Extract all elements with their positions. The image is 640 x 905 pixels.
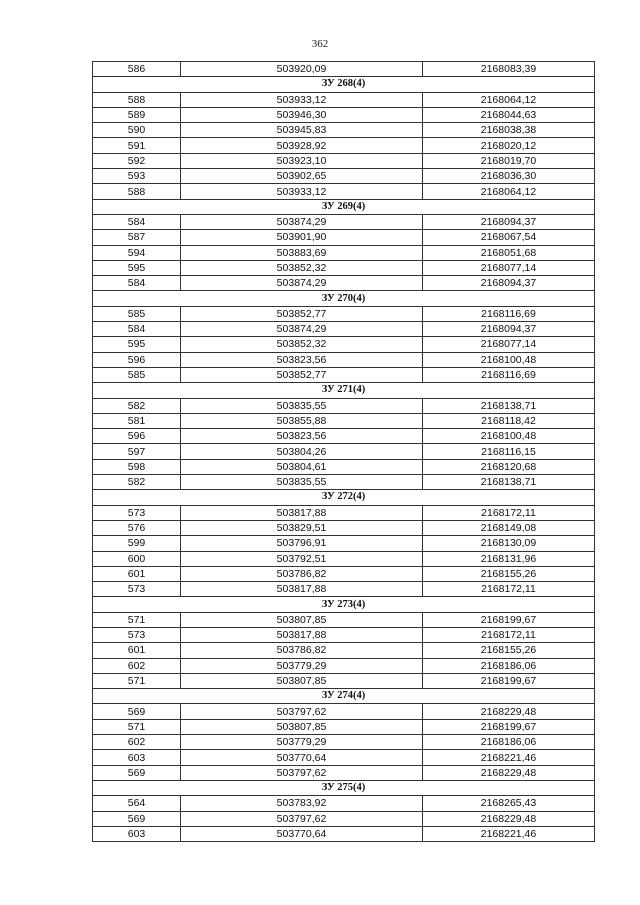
x-coordinate-cell: 503945,83 bbox=[181, 123, 423, 138]
x-coordinate-cell: 503807,85 bbox=[181, 612, 423, 627]
x-coordinate-cell: 503817,88 bbox=[181, 505, 423, 520]
page-number: 362 bbox=[311, 38, 329, 50]
y-coordinate-cell: 2168155,26 bbox=[423, 566, 595, 581]
point-number-cell: 594 bbox=[93, 245, 181, 260]
x-coordinate-cell: 503874,29 bbox=[181, 276, 423, 291]
table-row bbox=[93, 276, 595, 291]
y-coordinate-cell: 2168083,39 bbox=[423, 62, 595, 77]
point-number-cell: 573 bbox=[93, 627, 181, 642]
x-coordinate-cell: 503779,29 bbox=[181, 735, 423, 750]
table-row bbox=[93, 245, 595, 260]
y-coordinate-cell: 2168118,42 bbox=[423, 413, 595, 428]
y-coordinate-cell: 2168019,70 bbox=[423, 153, 595, 168]
x-coordinate-cell: 503786,82 bbox=[181, 566, 423, 581]
point-number-cell: 593 bbox=[93, 169, 181, 184]
table-row bbox=[93, 413, 595, 428]
table-row bbox=[93, 230, 595, 245]
table-row bbox=[93, 612, 595, 627]
y-coordinate-cell: 2168138,71 bbox=[423, 475, 595, 490]
x-coordinate-cell: 503823,56 bbox=[181, 352, 423, 367]
point-number-cell: 595 bbox=[93, 260, 181, 275]
y-coordinate-cell: 2168100,48 bbox=[423, 429, 595, 444]
point-number-cell: 564 bbox=[93, 796, 181, 811]
x-coordinate-cell: 503902,65 bbox=[181, 169, 423, 184]
x-coordinate-cell: 503797,62 bbox=[181, 704, 423, 719]
point-number-cell: 571 bbox=[93, 719, 181, 734]
y-coordinate-cell: 2168130,09 bbox=[423, 536, 595, 551]
point-number-cell: 582 bbox=[93, 398, 181, 413]
point-number-cell: 582 bbox=[93, 475, 181, 490]
table-row bbox=[93, 673, 595, 688]
x-coordinate-cell: 503797,62 bbox=[181, 765, 423, 780]
point-number-cell: 601 bbox=[93, 566, 181, 581]
table-row bbox=[93, 62, 595, 77]
table-row bbox=[93, 306, 595, 321]
y-coordinate-cell: 2168265,43 bbox=[423, 796, 595, 811]
parcel-title: ЗУ 272(4) bbox=[93, 490, 595, 505]
y-coordinate-cell: 2168116,15 bbox=[423, 444, 595, 459]
y-coordinate-cell: 2168064,12 bbox=[423, 184, 595, 199]
point-number-cell: 588 bbox=[93, 184, 181, 199]
x-coordinate-cell: 503883,69 bbox=[181, 245, 423, 260]
table-row bbox=[93, 826, 595, 841]
table-row bbox=[93, 750, 595, 765]
x-coordinate-cell: 503852,77 bbox=[181, 306, 423, 321]
x-coordinate-cell: 503796,91 bbox=[181, 536, 423, 551]
parcel-title: ЗУ 275(4) bbox=[93, 780, 595, 795]
point-number-cell: 586 bbox=[93, 62, 181, 77]
coordinates-table-body bbox=[93, 62, 595, 842]
x-coordinate-cell: 503923,10 bbox=[181, 153, 423, 168]
y-coordinate-cell: 2168221,46 bbox=[423, 826, 595, 841]
point-number-cell: 591 bbox=[93, 138, 181, 153]
parcel-header-row bbox=[93, 199, 595, 214]
table-row bbox=[93, 169, 595, 184]
table-row bbox=[93, 184, 595, 199]
coordinates-table bbox=[92, 61, 595, 842]
x-coordinate-cell: 503920,09 bbox=[181, 62, 423, 77]
point-number-cell: 581 bbox=[93, 413, 181, 428]
point-number-cell: 584 bbox=[93, 276, 181, 291]
y-coordinate-cell: 2168199,67 bbox=[423, 612, 595, 627]
y-coordinate-cell: 2168172,11 bbox=[423, 582, 595, 597]
point-number-cell: 569 bbox=[93, 811, 181, 826]
x-coordinate-cell: 503817,88 bbox=[181, 582, 423, 597]
y-coordinate-cell: 2168094,37 bbox=[423, 276, 595, 291]
parcel-title: ЗУ 269(4) bbox=[93, 199, 595, 214]
point-number-cell: 598 bbox=[93, 459, 181, 474]
table-row bbox=[93, 536, 595, 551]
y-coordinate-cell: 2168186,06 bbox=[423, 735, 595, 750]
table-row bbox=[93, 260, 595, 275]
table-row bbox=[93, 582, 595, 597]
x-coordinate-cell: 503835,55 bbox=[181, 475, 423, 490]
y-coordinate-cell: 2168131,96 bbox=[423, 551, 595, 566]
table-row bbox=[93, 214, 595, 229]
table-row bbox=[93, 627, 595, 642]
point-number-cell: 585 bbox=[93, 367, 181, 382]
y-coordinate-cell: 2168172,11 bbox=[423, 627, 595, 642]
parcel-header-row bbox=[93, 291, 595, 306]
x-coordinate-cell: 503933,12 bbox=[181, 92, 423, 107]
table-row bbox=[93, 352, 595, 367]
point-number-cell: 590 bbox=[93, 123, 181, 138]
parcel-title: ЗУ 274(4) bbox=[93, 689, 595, 704]
point-number-cell: 602 bbox=[93, 735, 181, 750]
point-number-cell: 569 bbox=[93, 765, 181, 780]
point-number-cell: 569 bbox=[93, 704, 181, 719]
x-coordinate-cell: 503807,85 bbox=[181, 673, 423, 688]
point-number-cell: 603 bbox=[93, 750, 181, 765]
y-coordinate-cell: 2168116,69 bbox=[423, 306, 595, 321]
parcel-header-row bbox=[93, 597, 595, 612]
x-coordinate-cell: 503852,32 bbox=[181, 337, 423, 352]
y-coordinate-cell: 2168064,12 bbox=[423, 92, 595, 107]
y-coordinate-cell: 2168149,08 bbox=[423, 520, 595, 535]
y-coordinate-cell: 2168221,46 bbox=[423, 750, 595, 765]
point-number-cell: 584 bbox=[93, 322, 181, 337]
table-row bbox=[93, 459, 595, 474]
x-coordinate-cell: 503770,64 bbox=[181, 826, 423, 841]
y-coordinate-cell: 2168172,11 bbox=[423, 505, 595, 520]
table-row bbox=[93, 719, 595, 734]
table-row bbox=[93, 153, 595, 168]
y-coordinate-cell: 2168116,69 bbox=[423, 367, 595, 382]
y-coordinate-cell: 2168067,54 bbox=[423, 230, 595, 245]
y-coordinate-cell: 2168038,38 bbox=[423, 123, 595, 138]
table-row bbox=[93, 765, 595, 780]
table-row bbox=[93, 429, 595, 444]
y-coordinate-cell: 2168120,68 bbox=[423, 459, 595, 474]
point-number-cell: 571 bbox=[93, 612, 181, 627]
parcel-header-row bbox=[93, 780, 595, 795]
parcel-title: ЗУ 270(4) bbox=[93, 291, 595, 306]
point-number-cell: 576 bbox=[93, 520, 181, 535]
x-coordinate-cell: 503874,29 bbox=[181, 214, 423, 229]
y-coordinate-cell: 2168044,63 bbox=[423, 107, 595, 122]
point-number-cell: 603 bbox=[93, 826, 181, 841]
table-row bbox=[93, 398, 595, 413]
y-coordinate-cell: 2168051,68 bbox=[423, 245, 595, 260]
y-coordinate-cell: 2168229,48 bbox=[423, 811, 595, 826]
x-coordinate-cell: 503928,92 bbox=[181, 138, 423, 153]
table-row bbox=[93, 92, 595, 107]
x-coordinate-cell: 503855,88 bbox=[181, 413, 423, 428]
point-number-cell: 585 bbox=[93, 306, 181, 321]
point-number-cell: 571 bbox=[93, 673, 181, 688]
x-coordinate-cell: 503835,55 bbox=[181, 398, 423, 413]
table-row bbox=[93, 704, 595, 719]
point-number-cell: 602 bbox=[93, 658, 181, 673]
parcel-title: ЗУ 273(4) bbox=[93, 597, 595, 612]
y-coordinate-cell: 2168100,48 bbox=[423, 352, 595, 367]
parcel-title: ЗУ 271(4) bbox=[93, 383, 595, 398]
point-number-cell: 588 bbox=[93, 92, 181, 107]
table-row bbox=[93, 735, 595, 750]
table-row bbox=[93, 107, 595, 122]
x-coordinate-cell: 503770,64 bbox=[181, 750, 423, 765]
table-row bbox=[93, 520, 595, 535]
table-row bbox=[93, 796, 595, 811]
x-coordinate-cell: 503783,92 bbox=[181, 796, 423, 811]
point-number-cell: 573 bbox=[93, 505, 181, 520]
table-row bbox=[93, 566, 595, 581]
y-coordinate-cell: 2168229,48 bbox=[423, 765, 595, 780]
x-coordinate-cell: 503779,29 bbox=[181, 658, 423, 673]
table-row bbox=[93, 643, 595, 658]
y-coordinate-cell: 2168186,06 bbox=[423, 658, 595, 673]
table-row bbox=[93, 322, 595, 337]
x-coordinate-cell: 503804,61 bbox=[181, 459, 423, 474]
table-row bbox=[93, 444, 595, 459]
parcel-header-row bbox=[93, 383, 595, 398]
parcel-header-row bbox=[93, 490, 595, 505]
x-coordinate-cell: 503786,82 bbox=[181, 643, 423, 658]
parcel-header-row bbox=[93, 77, 595, 92]
x-coordinate-cell: 503823,56 bbox=[181, 429, 423, 444]
point-number-cell: 597 bbox=[93, 444, 181, 459]
point-number-cell: 587 bbox=[93, 230, 181, 245]
point-number-cell: 596 bbox=[93, 429, 181, 444]
point-number-cell: 592 bbox=[93, 153, 181, 168]
x-coordinate-cell: 503874,29 bbox=[181, 322, 423, 337]
y-coordinate-cell: 2168077,14 bbox=[423, 337, 595, 352]
table-row bbox=[93, 811, 595, 826]
x-coordinate-cell: 503933,12 bbox=[181, 184, 423, 199]
y-coordinate-cell: 2168138,71 bbox=[423, 398, 595, 413]
point-number-cell: 600 bbox=[93, 551, 181, 566]
point-number-cell: 596 bbox=[93, 352, 181, 367]
x-coordinate-cell: 503817,88 bbox=[181, 627, 423, 642]
table-row bbox=[93, 138, 595, 153]
table-row bbox=[93, 123, 595, 138]
y-coordinate-cell: 2168229,48 bbox=[423, 704, 595, 719]
point-number-cell: 599 bbox=[93, 536, 181, 551]
table-row bbox=[93, 337, 595, 352]
y-coordinate-cell: 2168094,37 bbox=[423, 322, 595, 337]
y-coordinate-cell: 2168155,26 bbox=[423, 643, 595, 658]
parcel-title: ЗУ 268(4) bbox=[93, 77, 595, 92]
y-coordinate-cell: 2168020,12 bbox=[423, 138, 595, 153]
point-number-cell: 573 bbox=[93, 582, 181, 597]
x-coordinate-cell: 503946,30 bbox=[181, 107, 423, 122]
point-number-cell: 595 bbox=[93, 337, 181, 352]
x-coordinate-cell: 503901,90 bbox=[181, 230, 423, 245]
x-coordinate-cell: 503829,51 bbox=[181, 520, 423, 535]
point-number-cell: 584 bbox=[93, 214, 181, 229]
point-number-cell: 589 bbox=[93, 107, 181, 122]
table-row bbox=[93, 475, 595, 490]
y-coordinate-cell: 2168094,37 bbox=[423, 214, 595, 229]
table-row bbox=[93, 367, 595, 382]
x-coordinate-cell: 503792,51 bbox=[181, 551, 423, 566]
y-coordinate-cell: 2168036,30 bbox=[423, 169, 595, 184]
x-coordinate-cell: 503852,32 bbox=[181, 260, 423, 275]
x-coordinate-cell: 503807,85 bbox=[181, 719, 423, 734]
x-coordinate-cell: 503852,77 bbox=[181, 367, 423, 382]
parcel-header-row bbox=[93, 689, 595, 704]
x-coordinate-cell: 503804,26 bbox=[181, 444, 423, 459]
y-coordinate-cell: 2168199,67 bbox=[423, 673, 595, 688]
point-number-cell: 601 bbox=[93, 643, 181, 658]
y-coordinate-cell: 2168199,67 bbox=[423, 719, 595, 734]
table-row bbox=[93, 505, 595, 520]
y-coordinate-cell: 2168077,14 bbox=[423, 260, 595, 275]
table-row bbox=[93, 658, 595, 673]
table-row bbox=[93, 551, 595, 566]
x-coordinate-cell: 503797,62 bbox=[181, 811, 423, 826]
